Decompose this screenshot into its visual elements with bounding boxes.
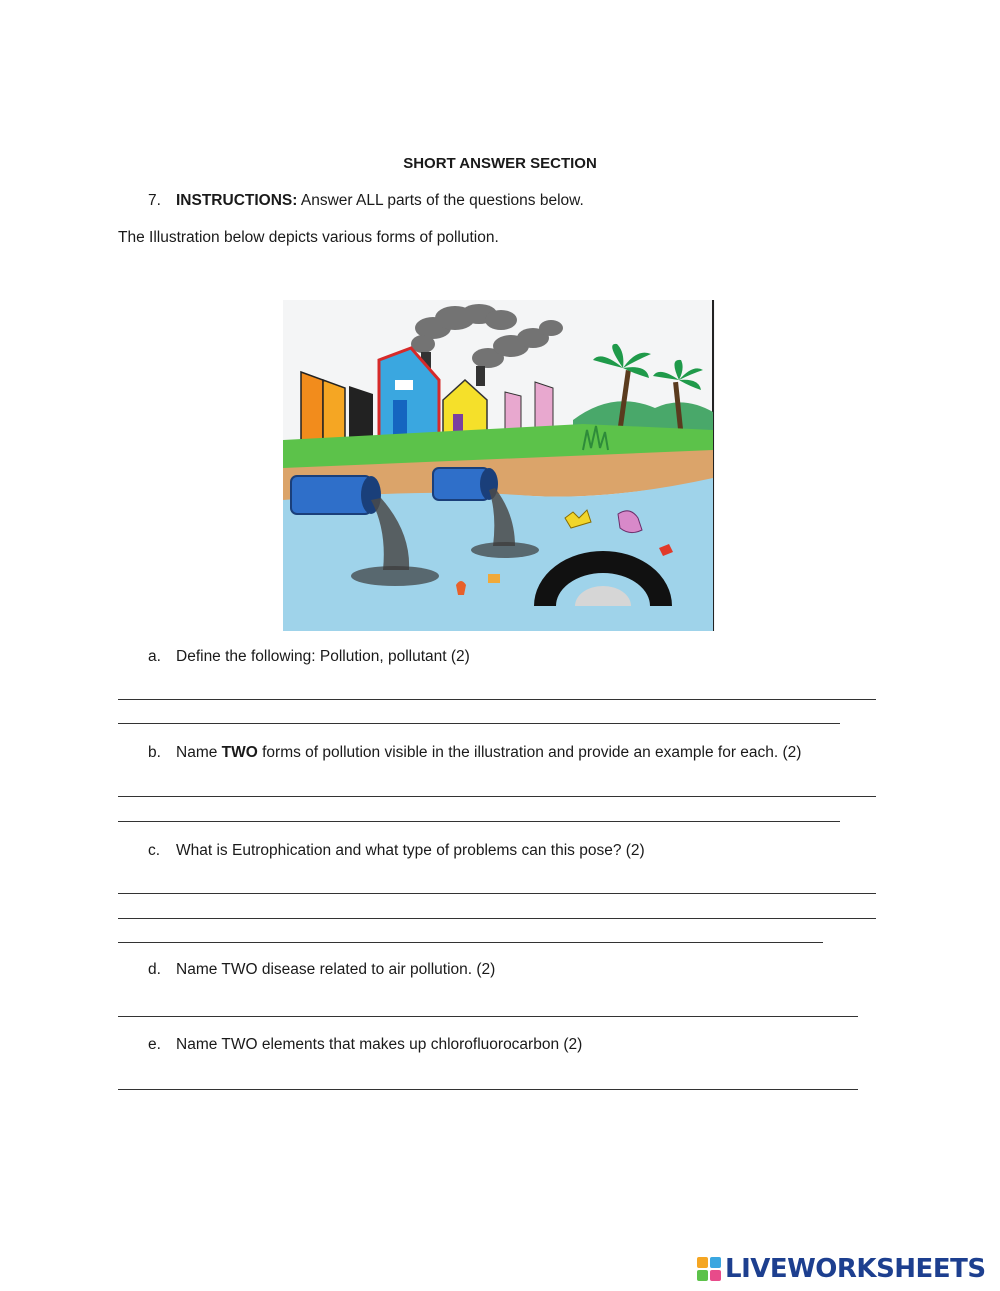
question-letter: e. xyxy=(148,1036,161,1053)
instructions-number: 7. xyxy=(148,192,161,209)
answer-line-d1[interactable] xyxy=(118,1016,858,1017)
question-b xyxy=(148,744,801,762)
question-text: Name xyxy=(176,744,222,761)
pollution-illustration xyxy=(283,300,715,631)
question-e xyxy=(148,1036,582,1054)
answer-line-c3[interactable] xyxy=(118,942,823,943)
question-letter: c. xyxy=(148,842,161,859)
answer-line-a2[interactable] xyxy=(118,723,840,724)
question-text: What is Eutrophication and what type of problems can this pose? (2) xyxy=(176,842,645,859)
answer-line-b1[interactable] xyxy=(118,796,876,797)
answer-line-e1[interactable] xyxy=(118,1089,858,1090)
question-text: Name TWO elements that makes up chlorofluorocarbon (2) xyxy=(176,1036,583,1053)
liveworksheets-logo xyxy=(697,1252,986,1286)
answer-line-c2[interactable] xyxy=(118,918,876,919)
instructions xyxy=(148,192,584,210)
question-text: Name TWO disease related to air pollution. (2) xyxy=(176,961,496,978)
question-c xyxy=(148,842,645,860)
section-title: SHORT ANSWER SECTION xyxy=(403,155,597,172)
logo-blocks-icon xyxy=(697,1257,721,1281)
question-text-rest: forms of pollution visible in the illustration and provide an example for each. (2) xyxy=(257,744,802,761)
question-letter: b. xyxy=(148,744,161,761)
intro-text: The Illustration below depicts various forms of pollution. xyxy=(118,229,499,246)
instructions-text: Answer ALL parts of the questions below. xyxy=(297,192,584,209)
logo-text: LIVEWORKSHEETS xyxy=(725,1254,986,1284)
question-letter: a. xyxy=(148,648,161,665)
instructions-label: INSTRUCTIONS: xyxy=(176,192,298,209)
answer-line-c1[interactable] xyxy=(118,893,876,894)
question-d xyxy=(148,961,495,979)
answer-line-a1[interactable] xyxy=(118,699,876,700)
question-emphasis: TWO xyxy=(221,744,258,761)
question-text: Define the following: Pollution, pollutant (2) xyxy=(176,648,470,665)
question-letter: d. xyxy=(148,961,161,978)
answer-line-b2[interactable] xyxy=(118,821,840,822)
question-a xyxy=(148,648,470,666)
